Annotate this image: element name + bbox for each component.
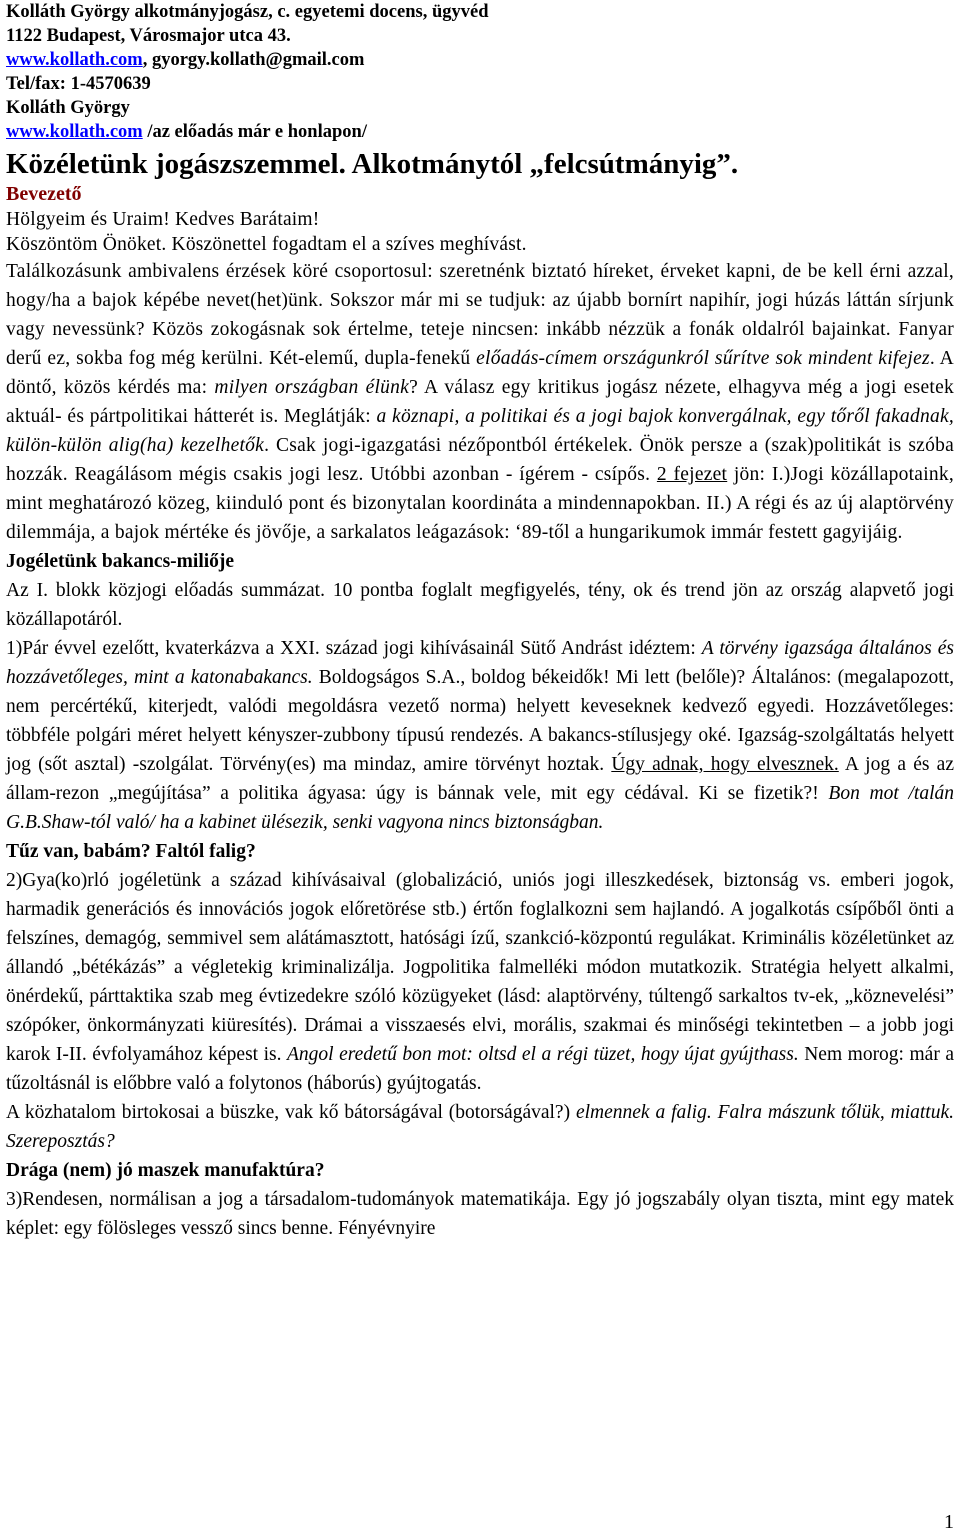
greeting-line-1: Hölgyeim és Uraim! Kedves Barátaim! [6,209,320,230]
website-note: /az előadás már e honlapon/ [142,122,367,142]
author-line: Kolláth György alkotmányjogász, c. egyetemi docens, ügyvéd [6,2,489,22]
website-link[interactable]: www.kollath.com [6,50,143,70]
section-heading-1: Jogéletünk bakancs-miliője [6,551,235,572]
page-number: 1 [944,1511,954,1533]
email-text: , gyorgy.kollath@gmail.com [142,50,365,70]
section1-paragraph-2: 1)Pár évvel ezelőtt, kvaterkázva a XXI. század jogi kihívásainál Sütő Andrást idéztem: A törvény igazsága általános és hozzávetőleges, mint a katonabakancs. Boldogságos S.A., boldog békeidők! Mi lett (belőle)? Általános: (megalapozott, nem percértékű, kiterjedt, valódi megoldásra vezető norma) helyett keveseknek kedvező egyedi. Hozzávetőleges: többféle polgári méret helyett kényszer-zubbony típusú rendezés. A bakancs-stílusjegy oké. Igazság-szolgáltatás helyett jog (sőt asztal) -szolgálat. Törvény(es) ma mindaz, amire törvényt hoztak. Úgy adnak, hogy elvesznek. A jog a és az állam-rezon „megújítása” a politika ágyasa: úgy is bánnak vele, mit egy cédával. Ki se fizetik?! Bon mot /talán G.B.Shaw-tól való/ ha a kabinet ülésezik, senki vagyona nincs biztonságban. [6,638,954,833]
author-name: Kolláth György [6,98,130,118]
website-link-2[interactable]: www.kollath.com [6,122,143,142]
document-title: Közéletünk jogászszemmel. Alkotmánytól „felcsútmányig”. [6,148,739,180]
greeting-line-2: Köszöntöm Önöket. Köszönettel fogadtam el a szíves meghívást. [6,234,527,255]
intro-heading: Bevezető [6,183,82,205]
section2-paragraph-2: A közhatalom birtokosai a büszke, vak kő bátorságával (botorságával?) elmennek a falig. Falra mászunk tőlük, miattuk. Szereposztás? [6,1102,954,1152]
section-heading-3: Drága (nem) jó maszek manufaktúra? [6,1160,325,1181]
section2-paragraph-1: 2)Gya(ko)rló jogéletünk a század kihívásaival (globalizáció, uniós jogi illeszkedések, biztonság vs. emberi jogok, harmadik generációs és innovációs jogok előretörése stb.) értőn foglalkozni sem hajlandó. A jogalkotás csípőből önti a felszínes, demagóg, semmivel sem alátámasztott, hatósági ízű, szankció-központú regulákat. Kriminális közéletünket az állandó „bétékázás” a végletekig kriminalizálja. Jogpolitika falmelléki módon mutatkozik. Stratégia helyett alkalmi, önérdekű, párttaktika szab meg évtizedekre szóló közügyeket (lásd: alaptörvény, túltengő sarkaltos tv-ek, „köznevelési” szópóker, önkormányzati kiüresítés). Drámai a visszaesés elvi, morális, szakmai és minőségi tekintetben – a jobb jogi karok I-II. évfolyamához képest is. Angol eredetű bon mot: oltsd el a régi tüzet, hogy újat gyújthass. Nem morog: már a tűzoltásnál is előbbre való a folytonos (háborús) gyújtogatás. [6,870,954,1094]
section3-paragraph-1: 3)Rendesen, normálisan a jog a társadalom-tudományok matematikája. Egy jó jogszabály olyan tiszta, mint egy matek képlet: egy fölösleges vessző sincs benne. Fényévnyire [6,1189,954,1239]
section-heading-2: Tűz van, babám? Faltól falig? [6,841,256,862]
phone-line: Tel/fax: 1-4570639 [6,74,151,94]
author-header [6,0,954,144]
contact-line [6,48,954,72]
section1-paragraph-1: Az I. blokk közjogi előadás summázat. 10 pontba foglalt megfigyelés, tény, ok és trend jön az ország alapvető jogi közállapotáról. [6,580,954,630]
address-line: 1122 Budapest, Városmajor utca 43. [6,26,291,46]
intro-paragraph: Találkozásunk ambivalens érzések köré csoportosul: szeretnénk biztató híreket, érveket kapni, de be kell érni azzal, hogy/ha a bajok képébe nevet(het)ünk. Sokszor már mi se tudjuk: az újabb bornírt napihír, jogi húzás láttán sírjunk vagy nevessünk? Közös zokogásnak sok értelme, teteje nincsen: inkább nézzük a fonák oldalról bajainkat. Fanyar derű ez, sokba fog még kerülni. Két-elemű, dupla-fenekű előadás-címem országunkról sűrítve sok mindent kifejez. A döntő, közös kérdés ma: milyen országban élünk? A válasz egy kritikus jogász nézete, elhagyva még a jogi esetek aktuál- és pártpolitikai hátterét is. Meglátják: a köznapi, a politikai és a jogi bajok konvergálnak, egy tőről fakadnak, külön-külön alig(ha) kezelhetők. Csak jogi-igazgatási nézőpontból értékelek. Önök persze a (szak)politikát is szóba hozzák. Reagálásom mégis csakis jogi lesz. Utóbbi azonban - ígérem - csípős. 2 fejezet jön: I.)Jogi közállapotaink, mint meghatározó közeg, kiinduló pont és bizonytalan koordináta a mindennapokban. II.) A régi és az új alaptörvény dilemmája, a bajok mértéke és jövője, a sarkalatos leágazások: ‘89-től a hungarikumok immár festett gagyijáig. [6,261,955,543]
website-note-line [6,120,954,144]
